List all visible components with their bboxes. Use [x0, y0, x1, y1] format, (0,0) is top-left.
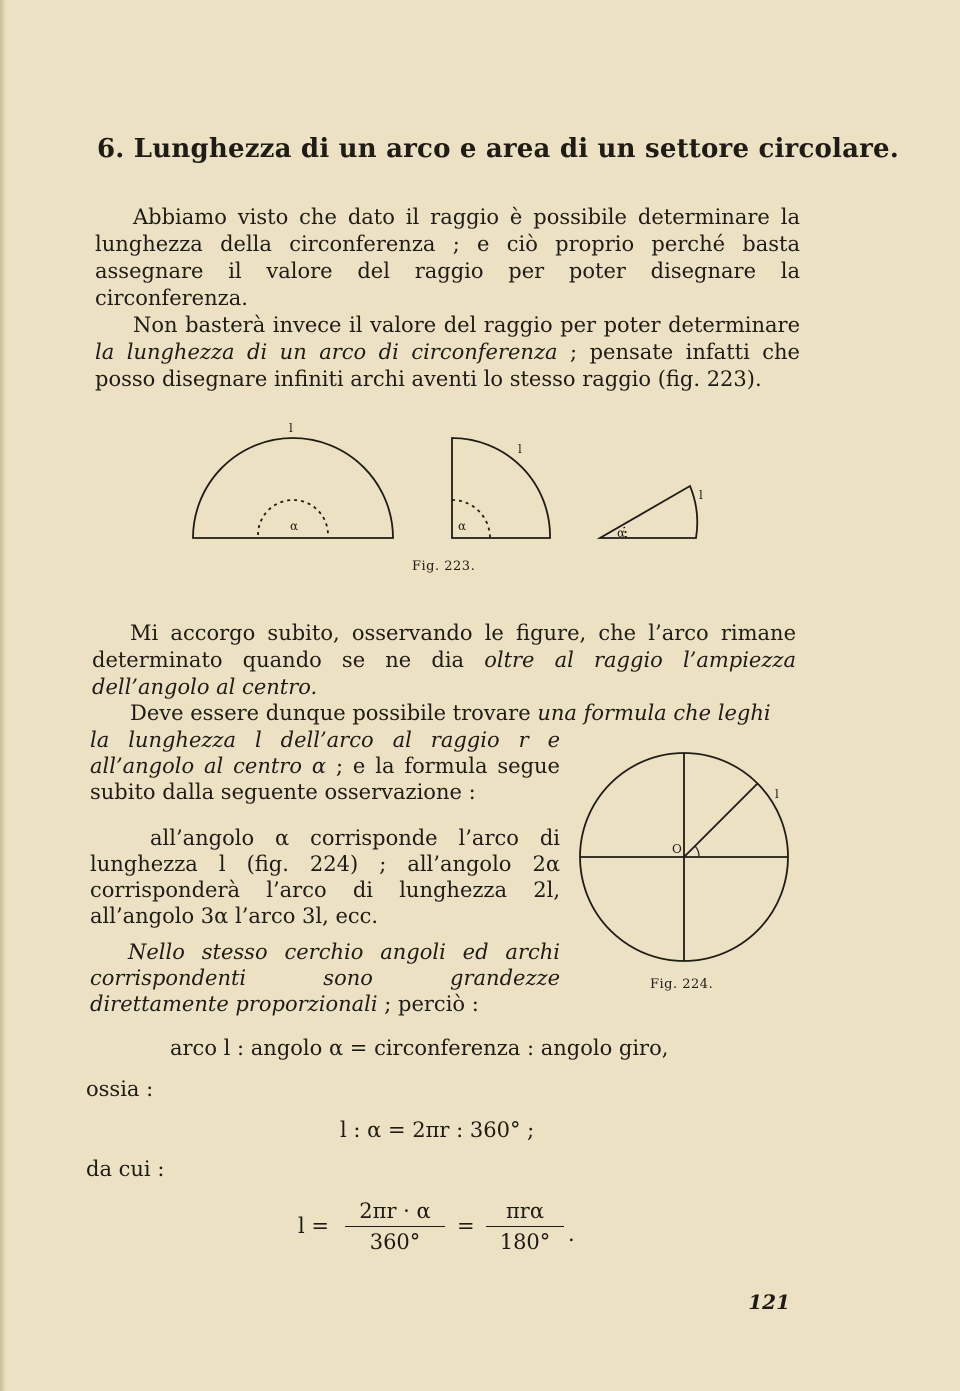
narrow-column: [90, 727, 560, 1017]
equation-2: l : α = 2πr : 360° ;: [340, 1118, 535, 1142]
fig223-semicircle: [193, 438, 393, 538]
fig223-caption: Fig. 223.: [412, 559, 476, 574]
proportion-formula: arco l : angolo α = circonferenza : angolo giro,: [170, 1036, 669, 1060]
fig223-label-alpha-2: α: [458, 519, 467, 533]
ossia-label: ossia :: [86, 1077, 154, 1101]
fig223-quarter-angle-arc: [452, 500, 490, 538]
fig223-small-angle-arc: [624, 527, 626, 538]
middle-text: [92, 620, 796, 701]
fig223-label-l-2: l: [518, 442, 522, 456]
page-edge: [0, 0, 6, 1391]
final-lhs: l =: [298, 1214, 329, 1238]
intro-paragraph-1: Abbiamo visto che dato il raggio è possibile determinare la lunghezza della circonferenza ; e ciò proprio perché basta assegnare il valore del raggio per poter disegnare la circonferenza.: [95, 205, 800, 310]
fig223-small-sector: [600, 486, 697, 538]
middle-paragraph-2: la lunghezza l dell’arco al raggio r e all’angolo al centro α ; e la formula segue subito dalla seguente osservazione :: [90, 728, 560, 804]
page-number: 121: [748, 1290, 790, 1314]
fraction-2: [486, 1199, 564, 1254]
fig223-label-alpha-3: α: [617, 526, 626, 540]
section-heading: 6. Lunghezza di un arco e area di un settore circolare.: [97, 134, 900, 164]
fig223-label-l-3: l: [699, 488, 703, 502]
fig223-label-l-1: l: [289, 421, 293, 435]
fraction-1: [345, 1199, 445, 1254]
formula-intro-line: Deve essere dunque possibile trovare una formula che leghi: [130, 701, 771, 725]
da-cui-label: da cui :: [86, 1157, 165, 1181]
middle-paragraph-3: all’angolo α corrisponde l’arco di lunghezza l (fig. 224) ; all’angolo 2α corrisponderà l’arco di lunghezza 2l, all’angolo 3α l’arco 3l, ecc.: [90, 826, 560, 928]
middle-paragraph-4: Nello stesso cerchio angoli ed archi corrispondenti sono grandezze direttamente proporzionali ; perciò :: [90, 940, 560, 1016]
fig224-radius: [684, 784, 757, 857]
fig223-quarter-circle: [452, 438, 550, 538]
fig224-label-l: l: [775, 787, 779, 801]
fig223-label-alpha-1: α: [290, 519, 299, 533]
fig224-label-o: O: [672, 842, 682, 856]
final-equals: =: [457, 1214, 475, 1238]
fraction-2-denominator: 180°: [499, 1230, 551, 1254]
intro-paragraph-2: Non basterà invece il valore del raggio per poter determinare la lunghezza di un arco di circonferenza ; pensate infatti che posso disegnare infiniti archi aventi lo stesso raggio (fig. 223).: [95, 313, 800, 391]
final-period: .: [568, 1222, 575, 1246]
fig224-circle: [580, 753, 788, 961]
middle-paragraph-1: Mi accorgo subito, osservando le figure, che l’arco rimane determinato quando se ne dia oltre al raggio l’ampiezza dell’angolo al centro.: [92, 621, 797, 699]
fraction-2-numerator: πrα: [505, 1199, 545, 1223]
fig224-caption: Fig. 224.: [650, 977, 714, 992]
fig223-semicircle-angle-arc: [258, 500, 328, 535]
fig224-angle-arc: [695, 846, 699, 857]
intro-text: [95, 204, 800, 393]
fraction-1-numerator: 2πr · α: [359, 1199, 431, 1223]
fraction-1-denominator: 360°: [369, 1230, 421, 1254]
